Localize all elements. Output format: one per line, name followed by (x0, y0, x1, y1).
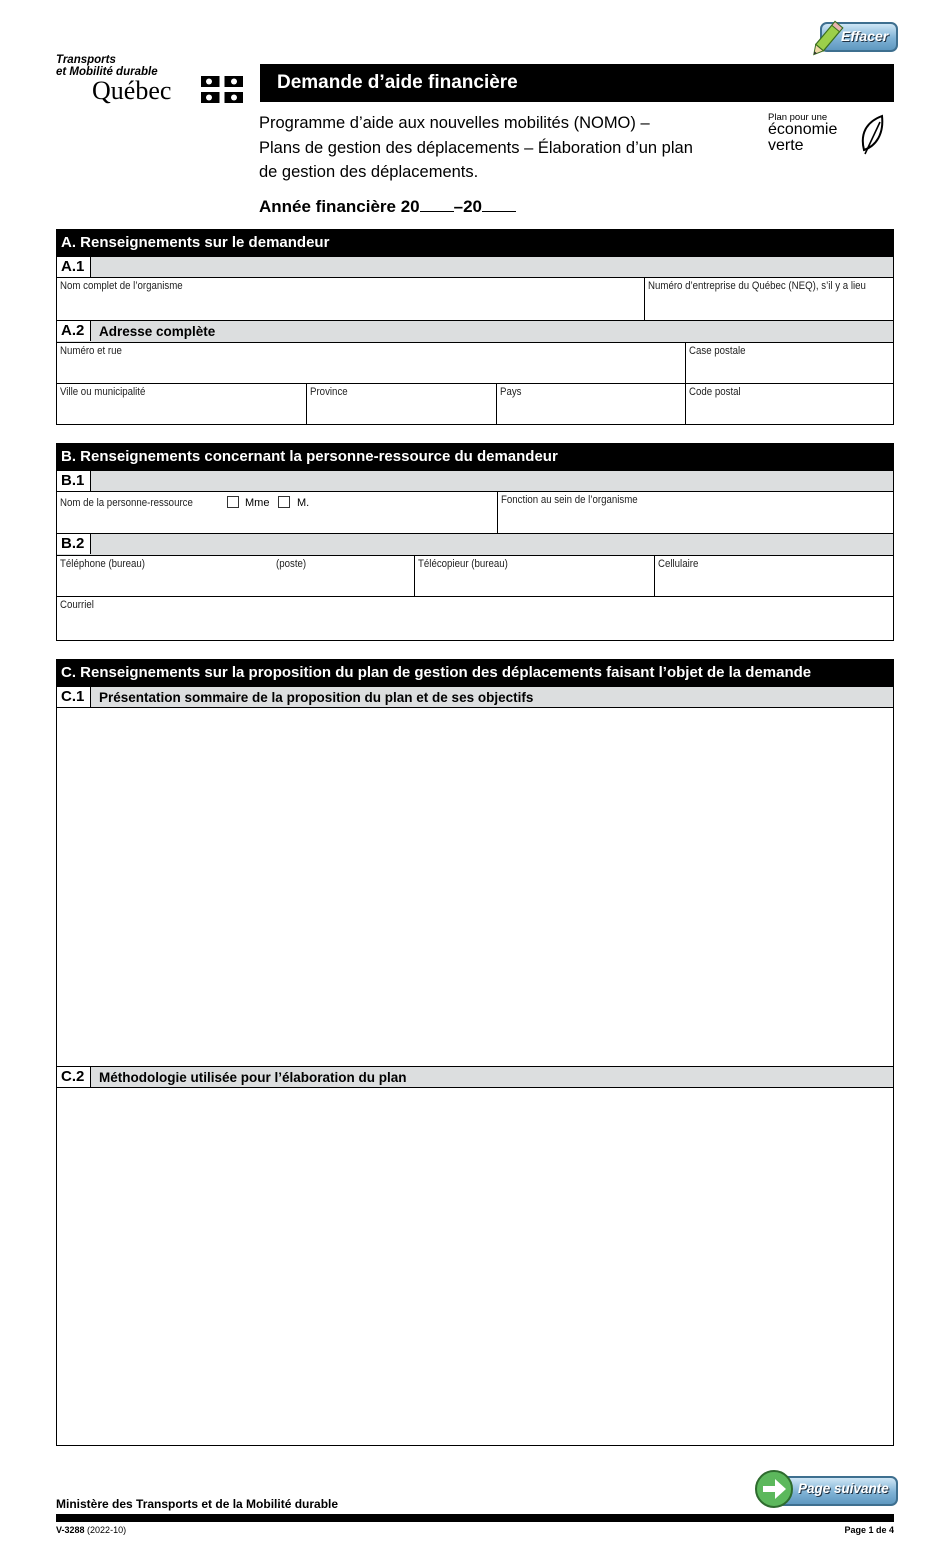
fiscal-year-end-field[interactable] (482, 199, 516, 212)
contact-name-field[interactable] (57, 492, 497, 533)
logo-text-transports: Transports (56, 54, 116, 66)
phone-field[interactable] (57, 556, 414, 596)
m-label: M. (297, 497, 310, 509)
fiscal-year-mid: –20 (453, 197, 482, 216)
subsection-c2-label: Méthodologie utilisée pour l’élaboration du plan (99, 1070, 407, 1085)
po-box-label: Case postale (689, 345, 746, 357)
eco-big-text-1: économie (768, 121, 838, 138)
country-field[interactable] (496, 384, 685, 424)
leaf-icon (856, 114, 888, 158)
org-name-field[interactable] (57, 278, 644, 320)
form-code-date: (2022-10) (87, 1525, 127, 1535)
eco-small-text: Plan pour une (768, 112, 828, 123)
email-row (57, 597, 893, 640)
section-b-title: B. Renseignements concernant la personne-ressource du demandeur (61, 448, 558, 465)
org-name-label: Nom complet de l’organisme (60, 280, 183, 292)
postal-code-label: Code postal (689, 386, 741, 398)
arrow-right-icon (754, 1469, 794, 1509)
po-box-field[interactable] (685, 343, 893, 383)
fax-field[interactable] (414, 556, 654, 596)
subsection-a1 (57, 256, 893, 278)
role-field[interactable] (497, 492, 893, 533)
ext-label: (poste) (276, 558, 307, 570)
subsection-a1-number: A.1 (57, 257, 91, 277)
address-row-2 (57, 384, 893, 424)
form-code (56, 1525, 126, 1535)
section-c (56, 659, 894, 1446)
cell-field[interactable] (654, 556, 893, 596)
city-label: Ville ou municipalité (60, 386, 146, 398)
street-label: Numéro et rue (60, 345, 122, 357)
program-line-1: Programme d’aide aux nouvelles mobilités (NOMO) – (259, 114, 650, 132)
m-checkbox[interactable] (278, 496, 290, 508)
email-field[interactable] (57, 597, 893, 640)
program-description (259, 111, 699, 185)
methodology-textarea[interactable] (57, 1088, 893, 1445)
subsection-b1 (57, 470, 893, 492)
address-row-1 (57, 343, 893, 384)
section-b (56, 443, 894, 641)
mme-checkbox[interactable] (227, 496, 239, 508)
clear-button-label: Effacer (841, 28, 889, 44)
quebec-flag-icon (201, 76, 243, 103)
phone-label: Téléphone (bureau) (60, 558, 146, 570)
next-page-label: Page suivante (798, 1481, 889, 1496)
subsection-b2-number: B.2 (57, 534, 91, 554)
contact-row (57, 492, 893, 534)
email-label: Courriel (60, 599, 94, 611)
section-b-header (57, 444, 893, 470)
form-title: Demande d’aide financière (277, 72, 518, 93)
subsection-b1-number: B.1 (57, 471, 91, 491)
country-label: Pays (500, 386, 522, 398)
subsection-c1-number: C.1 (57, 687, 91, 707)
section-a (56, 229, 894, 425)
page-number: Page 1 de 4 (844, 1525, 894, 1535)
subsection-a2-label: Adresse complète (99, 324, 216, 339)
org-row (57, 278, 893, 321)
section-a-title: A. Renseignements sur le demandeur (61, 234, 330, 251)
subsection-c2-number: C.2 (57, 1067, 91, 1087)
program-line-2: Plans de gestion des déplacements – Élaboration d’un plan (259, 138, 693, 157)
eco-big-text-2: verte (768, 137, 804, 154)
phone-row (57, 556, 893, 597)
neq-field[interactable] (644, 278, 893, 320)
city-field[interactable] (57, 384, 306, 424)
form-title-bar (260, 64, 894, 102)
street-field[interactable] (57, 343, 685, 383)
form-code-number: V-3288 (56, 1525, 85, 1535)
footer-bar (56, 1514, 894, 1522)
cell-label: Cellulaire (658, 558, 699, 570)
subsection-a2-number: A.2 (57, 321, 91, 341)
fiscal-year (259, 197, 516, 217)
province-field[interactable] (306, 384, 496, 424)
section-c-header (57, 660, 893, 686)
subsection-c1 (57, 686, 893, 708)
mme-label: Mme (245, 497, 270, 509)
fiscal-year-start-field[interactable] (420, 199, 454, 212)
clear-form-button[interactable] (804, 18, 898, 62)
program-line-3: de gestion des déplacements. (259, 163, 479, 181)
economie-verte-logo (768, 112, 898, 160)
subsection-c2 (57, 1066, 893, 1088)
next-page-button[interactable] (754, 1468, 898, 1510)
contact-name-label: Nom de la personne-ressource (60, 497, 193, 509)
postal-code-field[interactable] (685, 384, 893, 424)
neq-label: Numéro d’entreprise du Québec (NEQ), s’il y a lieu (648, 280, 866, 292)
fiscal-year-prefix: Année financière 20 (259, 197, 420, 216)
subsection-a2 (57, 321, 893, 343)
section-c-title: C. Renseignements sur la proposition du plan de gestion des déplacements faisant l’objet de la demande (61, 664, 812, 681)
role-label: Fonction au sein de l’organisme (501, 494, 638, 506)
subsection-b2 (57, 534, 893, 556)
footer-ministry: Ministère des Transports et de la Mobilité durable (56, 1497, 339, 1511)
plan-summary-textarea[interactable] (57, 708, 893, 1066)
section-a-header (57, 230, 893, 256)
fax-label: Télécopieur (bureau) (418, 558, 508, 570)
province-label: Province (310, 386, 348, 398)
logo-text-ministry: et Mobilité durable (56, 66, 158, 78)
subsection-c1-label: Présentation sommaire de la proposition du plan et de ses objectifs (99, 690, 534, 705)
logo-text-quebec: Québec (92, 76, 172, 105)
